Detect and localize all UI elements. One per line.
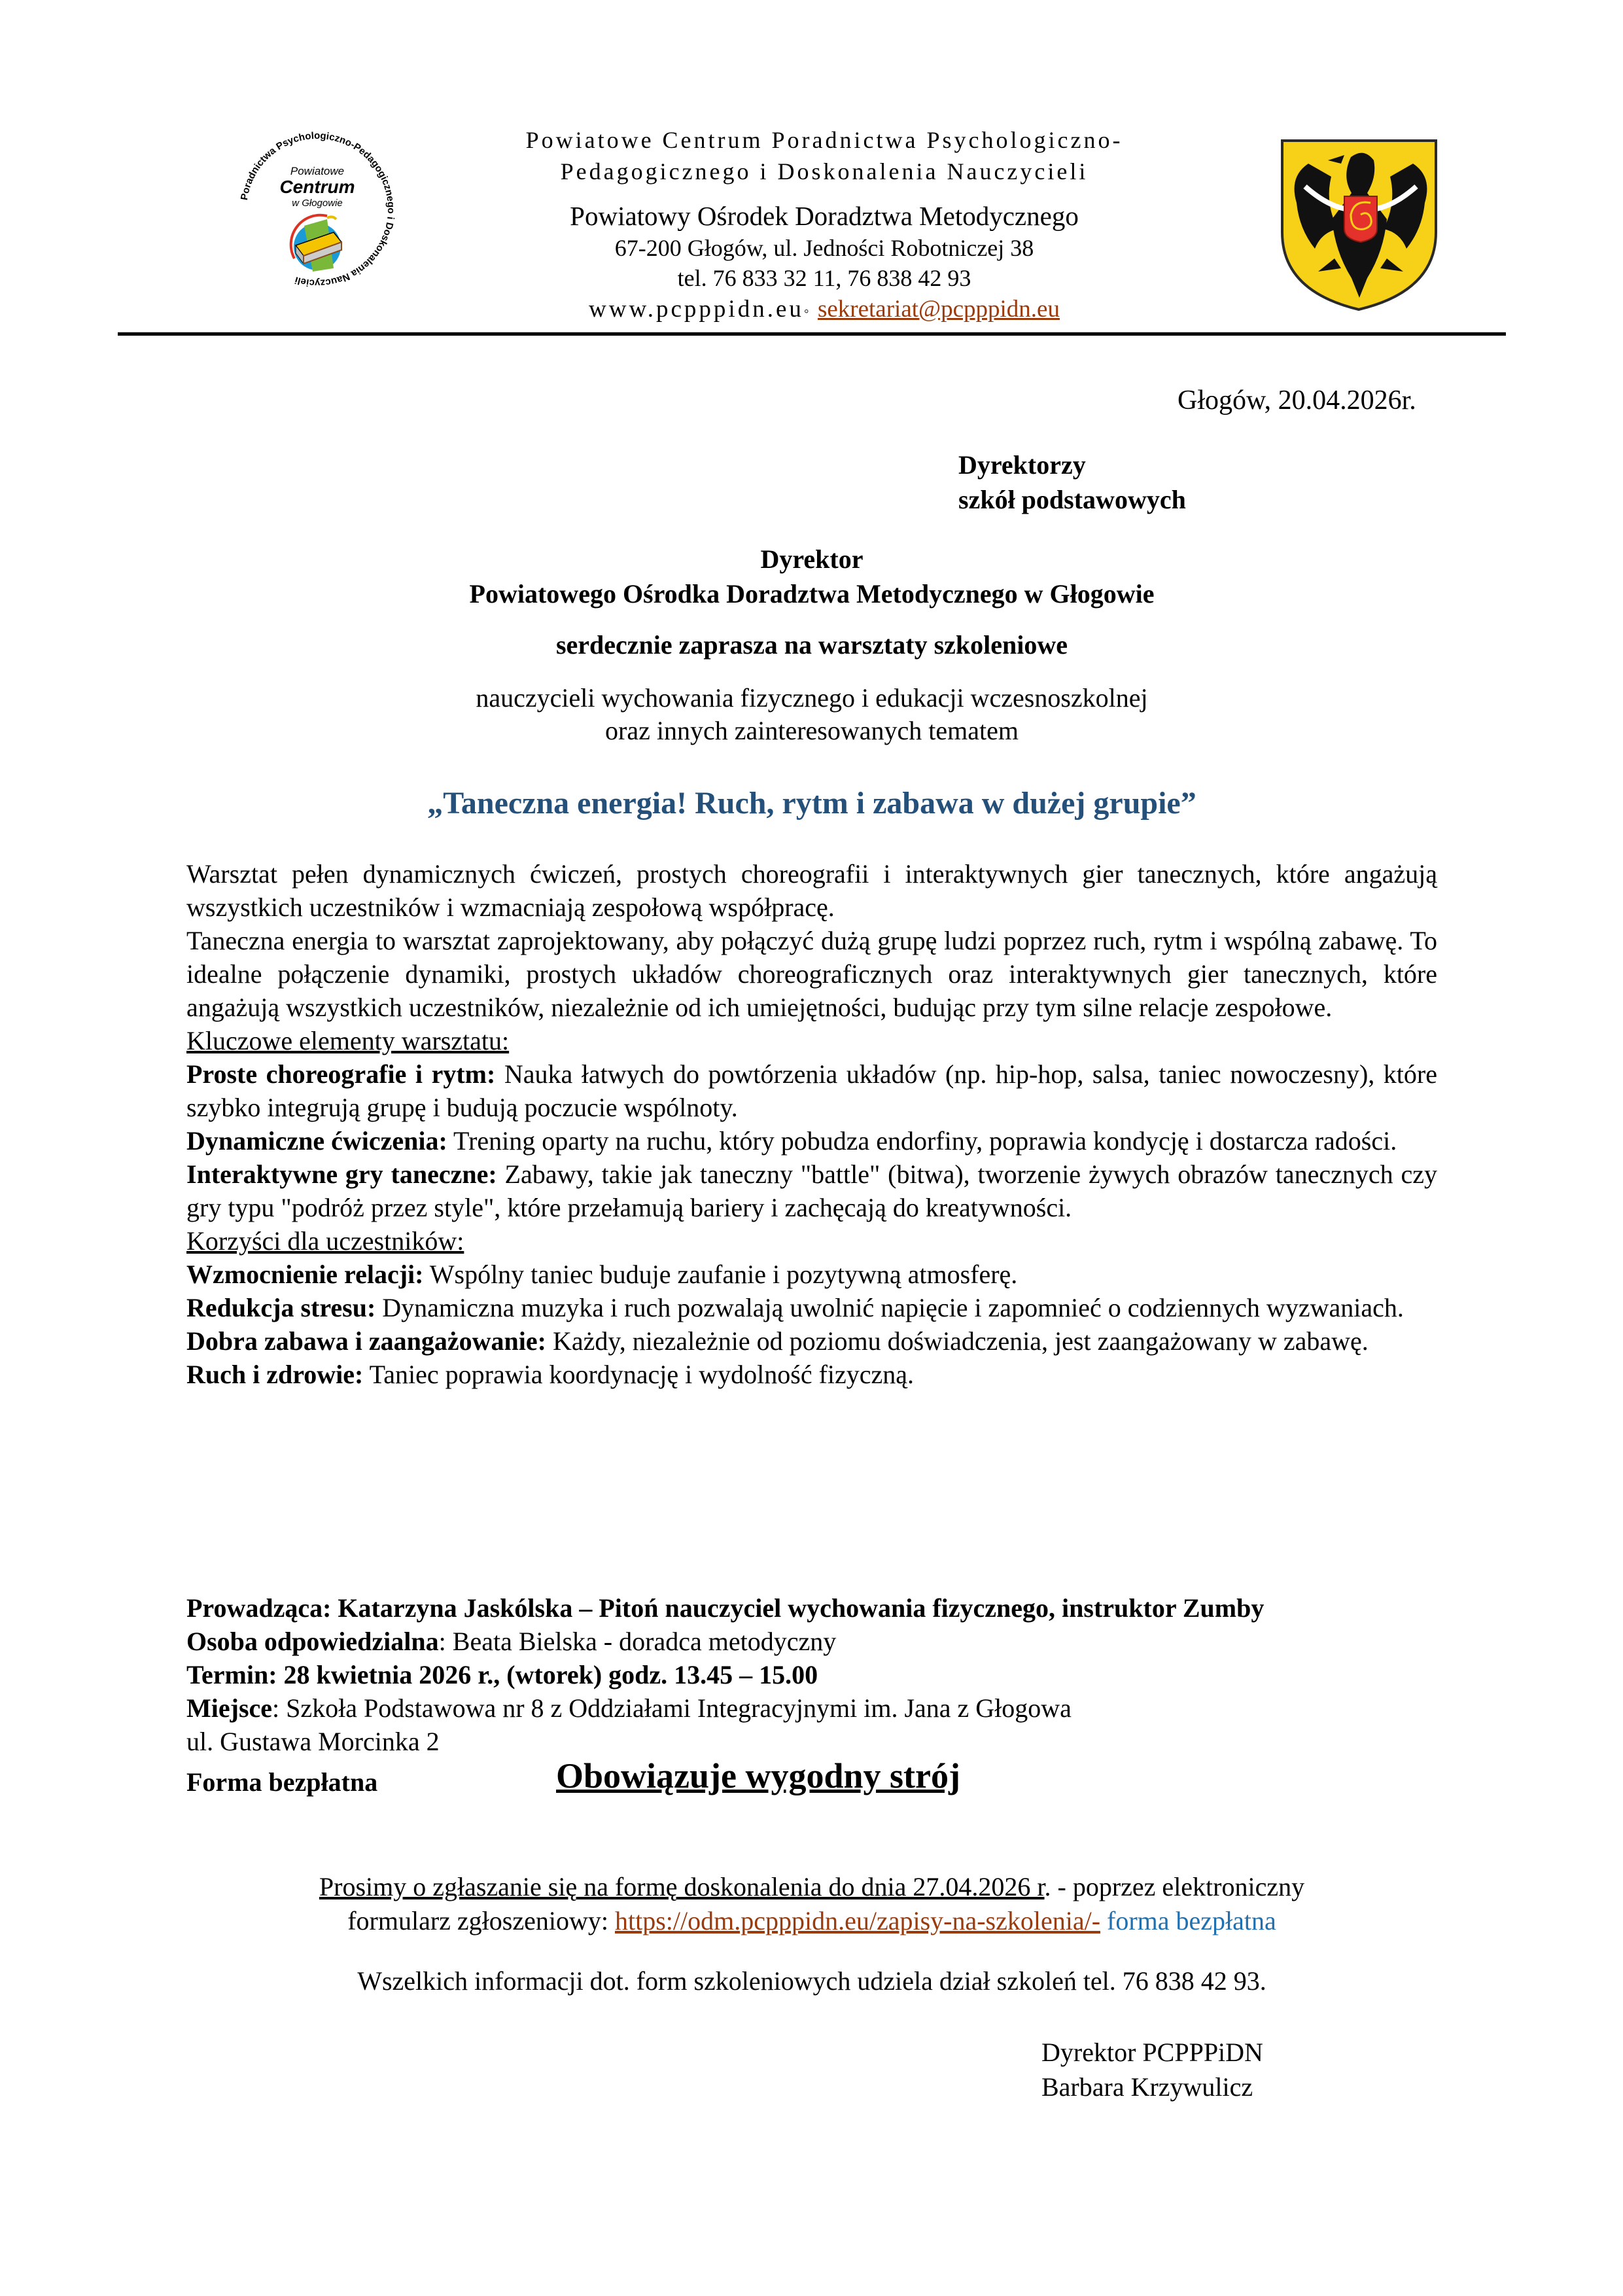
address: 67-200 Głogów, ul. Jedności Robotniczej 38 [614,235,1034,261]
audience: nauczycieli wychowania fizycznego i edukacji wczesnoszkolnej oraz innych zainteresowanych tematem [476,683,1148,745]
intro-paragraph-1: Warsztat pełen dynamicznych ćwiczeń, prostych choreografii i interaktywnych gier tanecznych, które angażują wszystkich uczestników i wzmacniają zespołową współpracę. [186,859,1437,922]
benefit-item: Dobra zabawa i zaangażowanie: Każdy, niezależnie od poziomu doświadczenia, jest zaangażowany w zabawę. [186,1326,1369,1356]
benefit-item: Wzmocnienie relacji: Wspólny taniec buduje zaufanie i pozytywną atmosferę. [186,1260,1018,1289]
place: Miejsce: Szkoła Podstawowa nr 8 z Oddziałami Integracyjnymi im. Jana z Głogowa [186,1693,1072,1723]
workshop-description [186,857,1437,1391]
form-free: Forma bezpłatna [186,1767,378,1797]
signature-name: Barbara Krzywulicz [1041,2072,1253,2102]
free-form-note: forma bezpłatna [1100,1906,1276,1935]
workshop-title: „Taneczna energia! Ruch, rytm i zabawa w dużej grupie” [427,786,1196,821]
benefit-item: Ruch i zdrowie: Taniec poprawia koordynację i wydolność fizyczną. [186,1360,915,1389]
benefits-heading: Korzyści dla uczestników: [186,1226,464,1256]
pcpppidn-logo [236,128,399,291]
place-street: ul. Gustawa Morcinka 2 [186,1727,440,1756]
signup-deadline: Prosimy o zgłaszanie się na formę doskonalenia do dnia 27.04.2026 r [319,1872,1045,1901]
key-item: Dynamiczne ćwiczenia: Trening oparty na ruchu, który pobudza endorfiny, poprawia kondycję i dostarcza radości. [186,1126,1397,1156]
office-name: Powiatowy Ośrodek Doradztwa Metodycznego [570,201,1079,231]
svg-text:Centrum: Centrum [279,177,355,197]
key-item: Interaktywne gry taneczne: Zabawy, takie jak taneczny "battle" (bitwa), tworzenie żywych obrazów tanecznych czy gry typu "podróż przez style", które przełamują bariery i zachęcają do kreatywności. [186,1159,1438,1222]
letter-date: Głogów, 20.04.2026r. [1178,385,1416,415]
workshop-details [186,1591,1264,1758]
svg-text:Powiatowe: Powiatowe [290,165,345,177]
header-divider [118,332,1506,336]
coat-of-arms-icon [1279,134,1442,311]
website-link[interactable]: www.pcpppidn.eu [589,296,804,323]
dress-code: Obowiązuje wygodny strój [556,1756,960,1795]
org-name-line1: Powiatowe Centrum Poradnictwa Psychologiczno- [525,127,1123,153]
svg-text:w Głogowie: w Głogowie [292,198,343,209]
separator-icon: ◦ [803,302,809,319]
intro-paragraph-2: Taneczna energia to warsztat zaprojektowany, aby połączyć dużą grupę ludzi poprzez ruch, rytm i wspólną zabawę. To idealne połączenie dynamiki, prostych układów choreograficznych oraz interaktywnych gier tanecznych, które angażują wszystkich uczestników, niezależnie od ich umiejętności, budując przy tym silne relacje zespołowe. [186,926,1437,1022]
sender: Dyrektor Powiatowego Ośrodka Doradztwa Metodycznego w Głogowie [469,544,1155,609]
key-elements-heading: Kluczowe elementy warsztatu: [186,1026,510,1055]
invitation-line: serdecznie zaprasza na warsztaty szkoleniowe [555,630,1068,660]
leader: Prowadząca: Katarzyna Jaskólska – Pitoń nauczyciel wychowania fizycznego, instruktor Zumby [186,1593,1265,1623]
signup-form-link[interactable]: https://odm.pcpppidn.eu/zapisy-na-szkolenia/- [614,1906,1101,1935]
responsible-person: Osoba odpowiedzialna: Beata Bielska - doradca metodyczny [186,1627,837,1656]
benefit-item: Redukcja stresu: Dynamiczna muzyka i ruch pozwalają uwolnić napięcie i zapomnieć o codziennych wyzwaniach. [186,1293,1404,1322]
contact-info: Wszelkich informacji dot. form szkoleniowych udziela dział szkoleń tel. 76 838 42 93. [357,1966,1266,1996]
org-name-line2: Pedagogicznego i Doskonalenia Nauczycieli [560,158,1089,185]
key-item: Proste choreografie i rytm: Nauka łatwych do powtórzenia układów (np. hip-hop, salsa, taniec nowoczesny), które szybko integrują grupę i budują poczucie wspólnoty. [186,1059,1437,1122]
signup-info: Prosimy o zgłaszanie się na formę doskonalenia do dnia 27.04.2026 r. - poprzez elektroniczny formularz zgłoszeniowy: https://odm.pcpppidn.eu/zapisy-na-szkolenia/- forma bezpłatna [319,1872,1305,1935]
term: Termin: 28 kwietnia 2026 r., (wtorek) godz. 13.45 – 15.00 [186,1660,818,1689]
email-link[interactable]: sekretariat@pcpppidn.eu [817,296,1060,323]
signature-title: Dyrektor PCPPPiDN [1041,2038,1263,2067]
logo-ring-text: Poradnictwa Psychologiczno-Pedagogicznego i Doskonalenia Nauczycieli [238,130,397,289]
phone: tel. 76 833 32 11, 76 838 42 93 [677,265,971,291]
recipient: Dyrektorzy szkół podstawowych [958,450,1186,514]
signature [1041,2035,1263,2104]
letterhead [497,124,1151,328]
